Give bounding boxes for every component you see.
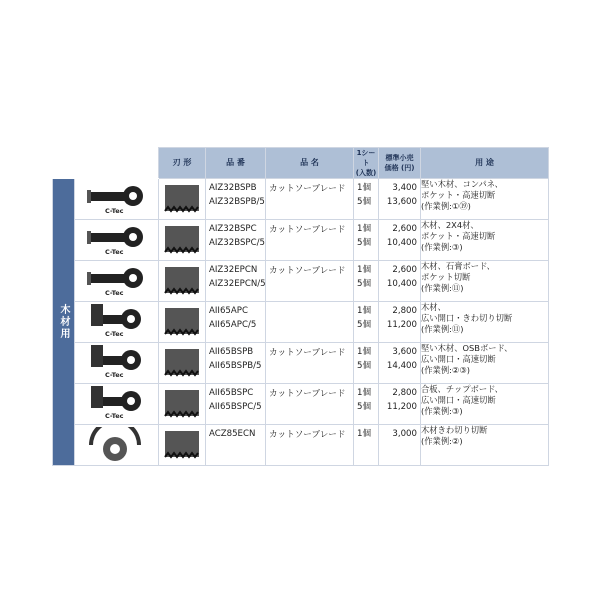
use-cell [421, 179, 549, 220]
use-line-2: ポケット・高速切断 [421, 190, 496, 200]
blade-tooth-icon [162, 388, 202, 420]
price-cell [379, 179, 421, 220]
use-line-3: (作業例:③) [421, 242, 463, 252]
use-line-1: 木材、2X4材、 [421, 220, 479, 230]
code-cell [206, 302, 266, 343]
name-cell [266, 425, 354, 466]
ctec-label: C-Tec [105, 207, 124, 215]
price-single: 2,600 [392, 224, 417, 234]
blade-shape [159, 220, 206, 261]
price-single: 3,400 [392, 183, 417, 193]
qty-single: 1個 [357, 388, 372, 398]
product-name [266, 302, 353, 319]
code-cell [206, 261, 266, 302]
segment-blade-icon [81, 427, 151, 463]
use-line-2: 広い開口・高速切断 [421, 395, 496, 405]
code-cell [206, 425, 266, 466]
blade-shape [159, 302, 206, 343]
use-line-2: ポケット切断 [421, 272, 471, 282]
price-single: 2,600 [392, 265, 417, 275]
use-cell [421, 384, 549, 425]
code-cell [206, 220, 266, 261]
use-line-1: 木材、 [421, 302, 446, 312]
price-cell [379, 220, 421, 261]
qty-cell [354, 343, 379, 384]
ctec-label: C-Tec [105, 330, 124, 338]
use-line-1: 堅い木材、コンパネ、 [421, 179, 503, 189]
ctec-label: C-Tec [105, 371, 124, 379]
use-line-3: (作業例:⑪) [421, 324, 464, 334]
price-pack: 10,400 [386, 238, 417, 248]
use-cell [421, 343, 549, 384]
use-line-1: 木材きわ切り切断 [421, 425, 488, 435]
header-code: 品 番 [206, 148, 266, 179]
use-line-2: 広い開口・きわ切り切断 [421, 313, 513, 323]
use-cell [421, 425, 549, 466]
blade-shape [159, 343, 206, 384]
use-line-3: (作業例:②) [421, 436, 463, 446]
table-row [53, 220, 549, 261]
code-cell [206, 179, 266, 220]
product-name: カットソーブレード [269, 348, 346, 358]
blade-image [75, 261, 159, 302]
qty-single: 1個 [357, 347, 372, 357]
header-qty: 1シート (入数) [354, 148, 379, 179]
name-cell [266, 343, 354, 384]
code-pack [206, 442, 265, 455]
code-single: AII65BSPB [209, 347, 254, 357]
product-name: カットソーブレード [269, 225, 346, 235]
blade-table [52, 147, 549, 466]
use-cell [421, 220, 549, 261]
price-single: 3,600 [392, 347, 417, 357]
price-pack: 10,400 [386, 279, 417, 289]
code-pack: AII65APC/5 [209, 320, 257, 330]
price-cell [379, 261, 421, 302]
blade-tooth-icon [162, 265, 202, 297]
header-blank [53, 148, 159, 179]
name-cell [266, 261, 354, 302]
code-pack: AII65BSPC/5 [209, 402, 262, 412]
price-pack: 14,400 [386, 361, 417, 371]
qty-cell [354, 302, 379, 343]
name-cell [266, 179, 354, 220]
blade-shape [159, 261, 206, 302]
ctec-label: C-Tec [105, 248, 124, 256]
ctec-label: C-Tec [105, 289, 124, 297]
qty-cell [354, 261, 379, 302]
blade-tooth-icon [162, 306, 202, 338]
qty-single: 1個 [357, 306, 372, 316]
blade-image [75, 220, 159, 261]
blade-image [75, 302, 159, 343]
name-cell [266, 220, 354, 261]
product-name: カットソーブレード [269, 389, 346, 399]
table-row [53, 343, 549, 384]
use-line-3: (作業例:③) [421, 406, 463, 416]
price-cell [379, 384, 421, 425]
code-single: AIZ32EPCN [209, 265, 258, 275]
blade-tooth-icon [162, 224, 202, 256]
code-pack: AII65BSPB/5 [209, 361, 262, 371]
price-pack [379, 442, 420, 455]
blade-shape [159, 425, 206, 466]
qty-pack: 5個 [357, 197, 372, 207]
table-row [53, 261, 549, 302]
price-cell [379, 343, 421, 384]
blade-image [75, 384, 159, 425]
qty-pack: 5個 [357, 279, 372, 289]
table-row [53, 302, 549, 343]
blade-tooth-icon [162, 347, 202, 379]
blade-image [75, 343, 159, 384]
price-pack: 13,600 [386, 197, 417, 207]
blade-image [75, 179, 159, 220]
code-single: AII65APC [209, 306, 248, 316]
qty-single: 1個 [357, 183, 372, 193]
header-name: 品 名 [266, 148, 354, 179]
blade-shape [159, 384, 206, 425]
table-row [53, 425, 549, 466]
qty-single: 1個 [357, 265, 372, 275]
category-label: 木材用 [53, 179, 75, 466]
name-cell [266, 302, 354, 343]
product-name: カットソーブレード [269, 184, 346, 194]
use-line-1: 堅い木材、OSBボード、 [421, 343, 513, 353]
qty-single: 1個 [357, 429, 372, 439]
qty-pack: 5個 [357, 402, 372, 412]
header-shape: 刃 形 [159, 148, 206, 179]
code-pack: AIZ32BSPC/5 [209, 238, 265, 248]
blade-image [75, 425, 159, 466]
use-line-3: (作業例:②③) [421, 365, 471, 375]
header-price: 標準小売 価格 (円) [379, 148, 421, 179]
qty-pack: 5個 [357, 238, 372, 248]
use-line-1: 木材、石膏ボード、 [421, 261, 495, 271]
code-cell [206, 343, 266, 384]
blade-tooth-icon [162, 183, 202, 215]
qty-cell [354, 179, 379, 220]
qty-pack [354, 442, 378, 455]
qty-cell [354, 384, 379, 425]
use-line-1: 合板、チップボード、 [421, 384, 503, 394]
price-pack: 11,200 [386, 320, 417, 330]
product-name: カットソーブレード [269, 266, 346, 276]
use-line-3: (作業例:①⑲) [421, 201, 471, 211]
price-pack: 11,200 [386, 402, 417, 412]
use-cell [421, 302, 549, 343]
header-row [53, 148, 549, 179]
code-pack: AIZ32EPCN/5 [209, 279, 266, 289]
code-single: ACZ85ECN [209, 429, 256, 439]
code-single: AII65BSPC [209, 388, 254, 398]
code-cell [206, 384, 266, 425]
header-use: 用 途 [421, 148, 549, 179]
price-cell [379, 425, 421, 466]
name-cell [266, 384, 354, 425]
qty-cell [354, 220, 379, 261]
product-name: カットソーブレード [269, 430, 346, 440]
price-cell [379, 302, 421, 343]
table-row [53, 179, 549, 220]
price-single: 2,800 [392, 388, 417, 398]
ctec-label: C-Tec [105, 412, 124, 420]
code-single: AIZ32BSPC [209, 224, 257, 234]
use-line-2: 広い開口・高速切断 [421, 354, 496, 364]
price-single: 3,000 [392, 429, 417, 439]
blade-tooth-icon [162, 429, 202, 461]
table-row [53, 384, 549, 425]
code-single: AIZ32BSPB [209, 183, 257, 193]
price-single: 2,800 [392, 306, 417, 316]
blade-shape [159, 179, 206, 220]
use-line-3: (作業例:⑪) [421, 283, 464, 293]
use-line-2: ポケット・高速切断 [421, 231, 496, 241]
use-cell [421, 261, 549, 302]
qty-cell [354, 425, 379, 466]
code-pack: AIZ32BSPB/5 [209, 197, 265, 207]
qty-single: 1個 [357, 224, 372, 234]
qty-pack: 5個 [357, 361, 372, 371]
qty-pack: 5個 [357, 320, 372, 330]
